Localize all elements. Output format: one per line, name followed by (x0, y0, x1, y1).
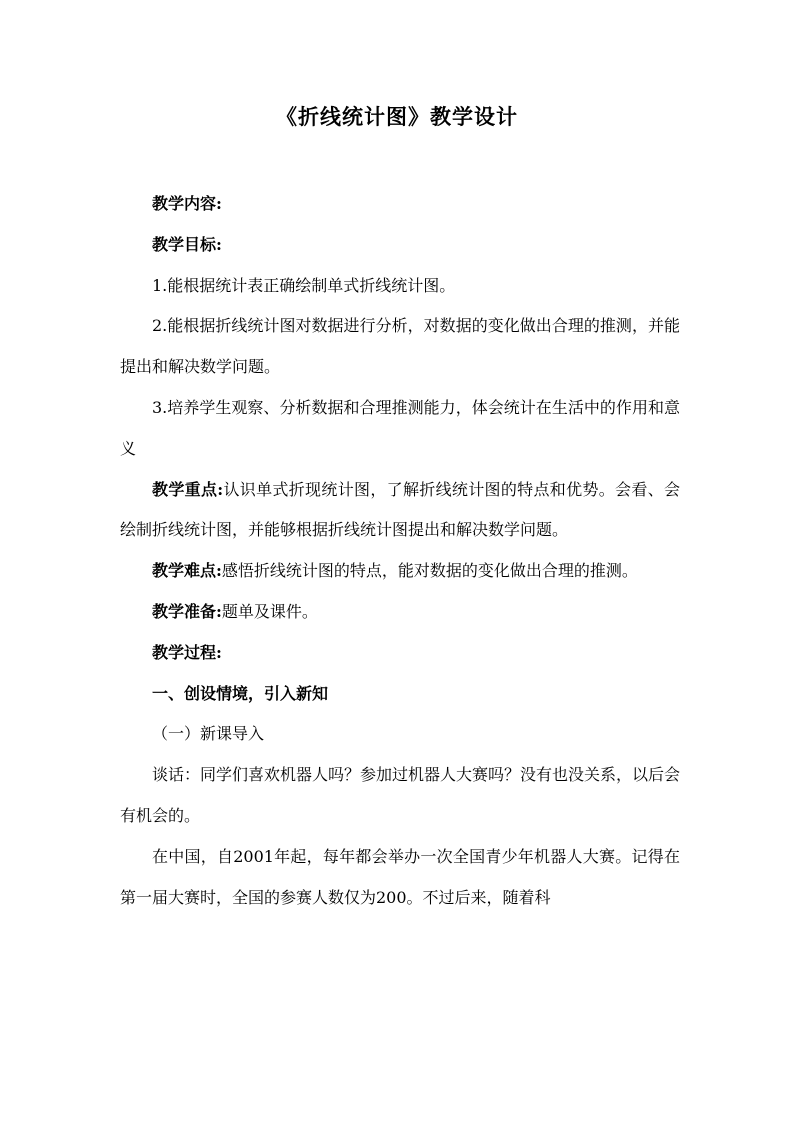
difficulty-text: 感悟折线统计图的特点，能对数据的变化做出合理的推测。 (221, 561, 638, 581)
body-paragraph-1: 谈话：同学们喜欢机器人吗？参加过机器人大赛吗？没有也没关系，以后会有机会的。 (120, 765, 681, 825)
goal-item-1: 1.能根据统计表正确绘制单式折线统计图。 (152, 275, 456, 295)
document-body (120, 184, 680, 918)
goals-label: 教学目标: (152, 234, 222, 254)
key-point-paragraph (120, 470, 680, 552)
goal-item-3: 3.培养学生观察、分析数据和合理推测能力，体会统计在生活中的作用和意义 (120, 397, 680, 458)
goal-item-2: 2.能根据折线统计图对数据进行分析，对数据的变化做出合理的推测，并能提出和解决数学问题。 (120, 316, 680, 377)
key-point-label: 教学重点: (152, 479, 224, 499)
preparation-paragraph (120, 592, 680, 633)
difficulty-label: 教学难点: (152, 561, 222, 581)
difficulty-paragraph (120, 551, 680, 592)
content-label: 教学内容: (152, 194, 222, 213)
section-heading-1: 一、创设情境，引入新知 (152, 683, 329, 703)
preparation-label: 教学准备: (152, 601, 222, 621)
preparation-text: 题单及课件。 (221, 601, 318, 621)
key-point-text: 认识单式折现统计图，了解折线统计图的特点和优势。会看、会绘制折线统计图，并能够根据折线统计图提出和解决数学问题。 (120, 479, 680, 540)
process-label: 教学过程: (152, 642, 222, 662)
body-paragraph-2: 在中国，自2001年起，每年都会举办一次全国青少年机器人大赛。记得在第一届大赛时，全国的参赛人数仅为200。不过后来，随着科 (120, 846, 680, 907)
document-title: 《折线统计图》教学设计 (276, 104, 518, 129)
subsection-heading-1: （一）新课导入 (152, 724, 265, 744)
